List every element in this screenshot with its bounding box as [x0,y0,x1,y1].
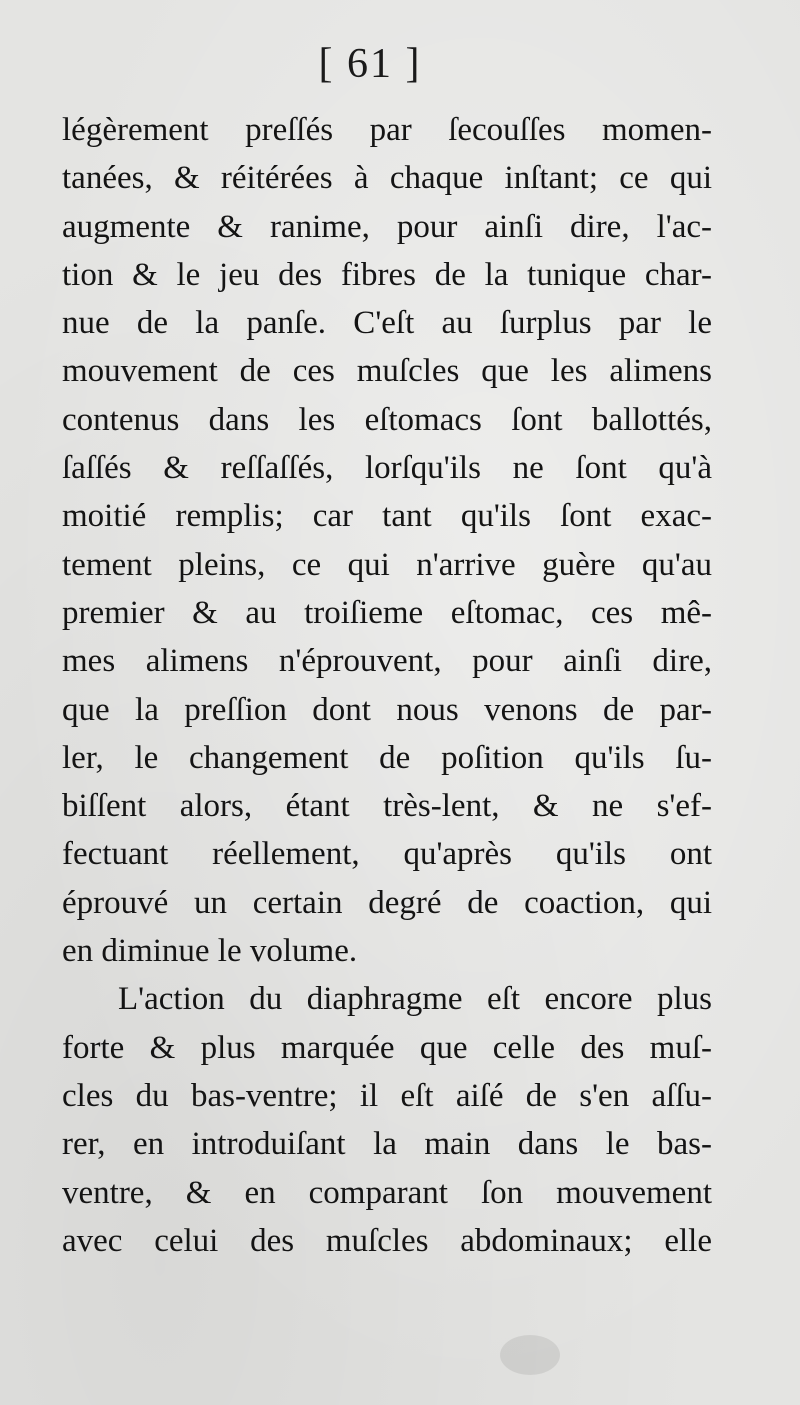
ink-smudge [500,1335,560,1375]
text-line: ler, le changement de poſition qu'ils ſu- [62,739,712,776]
body-text [62,106,712,1265]
text-line: ſaſſés & reſſaſſés, lorſqu'ils ne ſont qu'à [62,450,712,487]
paragraph-2 [62,975,712,1265]
text-line: en diminue le volume. [62,933,358,970]
text-line: légèrement preſſés par ſecouſſes momen- [62,112,712,148]
text-line: tement pleins, ce qui n'arrive guère qu'au [62,546,712,583]
text-line: que la preſſion dont nous venons de par- [62,691,712,728]
text-line: L'action du diaphragme eſt encore plus [118,981,712,1018]
text-line: mes alimens n'éprouvent, pour ainſi dire, [62,643,712,680]
paragraph-1 [62,106,712,975]
text-line: cles du bas-ventre; il eſt aiſé de s'en aſſu- [62,1077,712,1114]
text-line: tion & le jeu des fibres de la tunique char- [62,256,712,293]
text-line: mouvement de ces muſcles que les alimens [62,353,712,390]
text-line: tanées, & réitérées à chaque inſtant; ce qui [62,160,712,197]
text-line: avec celui des muſcles abdominaux; elle [62,1222,712,1259]
text-line: augmente & ranime, pour ainſi dire, l'ac- [62,208,712,245]
text-line: nue de la panſe. C'eſt au ſurplus par le [62,305,712,342]
page-number: [ 61 ] [318,41,422,87]
text-line: fectuant réellement, qu'après qu'ils ont [62,836,712,873]
text-line: forte & plus marquée que celle des muſ- [62,1029,712,1066]
text-line: moitié remplis; car tant qu'ils ſont exac- [62,498,712,535]
text-line: éprouvé un certain degré de coaction, qui [62,884,712,921]
text-line: premier & au troiſieme eſtomac, ces mê- [62,594,712,631]
text-line: rer, en introduiſant la main dans le bas- [62,1126,712,1163]
text-line: contenus dans les eſtomacs ſont ballottés, [62,401,712,438]
text-line: biſſent alors, étant très-lent, & ne s'ef- [62,788,712,825]
text-line: ventre, & en comparant ſon mouvement [62,1174,712,1211]
